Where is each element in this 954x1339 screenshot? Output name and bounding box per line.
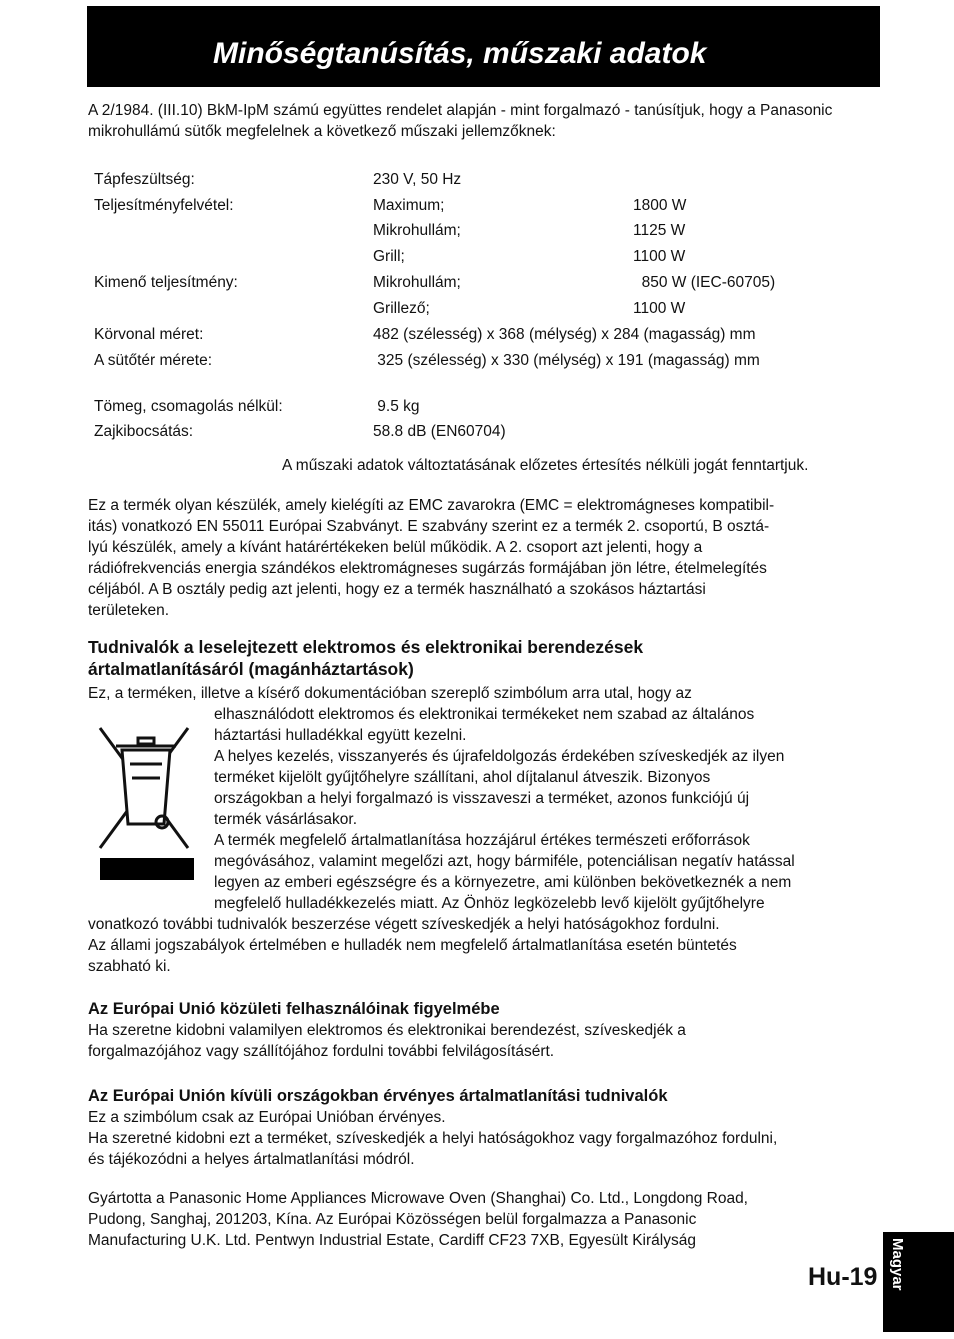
weee-heading xyxy=(88,636,878,680)
weee-heading-line: Tudnivalók a leselejtezett elektromos és elektronikai berendezések xyxy=(88,637,644,657)
outside-eu-paragraph xyxy=(88,1107,878,1170)
title-bar xyxy=(87,6,880,87)
spec-label: Tápfeszültség: xyxy=(94,171,195,188)
weee-tail-line: Az állami jogszabályok értelmében e hulladék nem megfelelő ártalmatlanítása esetén büntetés xyxy=(88,937,737,954)
eu-line: Ha szeretne kidobni valamilyen elektromos és elektronikai berendezést, szíveskedjék a xyxy=(88,1022,686,1039)
weee-body-line: termék vásárlásakor. xyxy=(214,811,357,828)
page-number: Hu-19 xyxy=(808,1263,878,1291)
emc-line: Ez a termék olyan készülék, amely kielégíti az EMC zavarokra (EMC = elektromágneses kompatibil- xyxy=(88,497,775,514)
spec-item: 230 V, 50 Hz xyxy=(373,171,462,188)
emc-line: rádiófrekvenciás energia szándékos elektromágneses sugárzás formájában jön létre, ételmelegítés xyxy=(88,560,767,577)
language-tab xyxy=(883,1232,954,1332)
spec-value: 1800 W xyxy=(633,197,687,214)
outside-eu-line: Ez a szimbólum csak az Európai Unióban érvényes. xyxy=(88,1109,446,1126)
weee-heading-line: ártalmatlanításáról (magánháztartások) xyxy=(88,659,414,679)
manufacturer-line: Manufacturing U.K. Ltd. Pentwyn Industrial Estate, Cardiff CF23 7XB, Egyesült Királyság xyxy=(88,1232,696,1249)
spec-value: 1100 W xyxy=(633,248,686,265)
spec-label: Körvonal méret: xyxy=(94,326,204,343)
outside-eu-line: és tájékozódni a helyes ártalmatlanítási módról. xyxy=(88,1151,415,1168)
weee-body-line: terméket kijelölt gyűjtőhelyre szállítani, ahol díjtalanul átveszik. Bizonyos xyxy=(214,769,711,786)
crossed-out-wheelie-bin-icon xyxy=(92,720,198,890)
weee-lead: Ez, a terméken, illetve a kísérő dokumentációban szereplő szimbólum arra utal, hogy az xyxy=(88,685,692,702)
spec-item: Mikrohullám; xyxy=(373,222,461,239)
spec-item: 482 (szélesség) x 368 (mélység) x 284 (magasság) mm xyxy=(373,326,756,343)
spec-item: 9.5 kg xyxy=(373,398,420,415)
spec-value: 1100 W xyxy=(633,300,686,317)
emc-line: itás) vonatkozó EN 55011 Európai Szabványt. E szabvány szerint ez a termék 2. csoportú, B osztá- xyxy=(88,518,770,535)
spec-label: Kimenő teljesítmény: xyxy=(94,274,238,291)
weee-tail-line: vonatkozó további tudnivalók beszerzése végett szíveskedjék a helyi hatóságokhoz fordulni. xyxy=(88,916,720,933)
manufacturer-paragraph xyxy=(88,1188,878,1251)
weee-body-line: A termék megfelelő ártalmatlanítása hozzájárul értékes természeti erőforrások xyxy=(214,832,750,849)
weee-body-line: elhasználódott elektromos és elektronikai termékeket nem szabad az általános xyxy=(214,706,755,723)
spec-item: Grill; xyxy=(373,248,405,265)
outside-eu-line: Ha szeretné kidobni ezt a terméket, szíveskedjék a helyi hatóságokhoz vagy forgalmazóhoz fordulni, xyxy=(88,1130,778,1147)
spec-value: 1125 W xyxy=(633,222,686,239)
eu-line: forgalmazójához vagy szállítójához fordulni további felvilágosításért. xyxy=(88,1043,555,1060)
emc-line: területeken. xyxy=(88,602,169,619)
weee-body xyxy=(214,704,882,914)
spec-item: Mikrohullám; xyxy=(373,274,461,291)
spec-label: A sütőtér mérete: xyxy=(94,352,213,369)
manufacturer-line: Pudong, Sanghaj, 201203, Kína. Az Európai Közösségen belül forgalmazza a Panasonic xyxy=(88,1211,697,1228)
eu-heading: Az Európai Unió közületi felhasználóinak figyelmébe xyxy=(88,1000,500,1018)
emc-line: lyú készülék, amely a kívánt határértékeken belül működik. A 2. csoport azt jelenti, hogy a xyxy=(88,539,703,556)
eu-paragraph xyxy=(88,1020,878,1062)
emc-line: céljából. A B osztály pedig azt jelenti, hogy ez a termék használható a szokásos háztartási xyxy=(88,581,706,598)
weee-tail-line: szabható ki. xyxy=(88,958,171,975)
spec-value: 850 W (IEC-60705) xyxy=(633,274,776,291)
spec-label: Zajkibocsátás: xyxy=(94,423,194,440)
weee-body-line: megfelelő hulladékkezelés miatt. Az Önhöz legközelebb levő kijelölt gyűjtőhelyre xyxy=(214,895,765,912)
emc-paragraph xyxy=(88,495,878,621)
spec-item: Maximum; xyxy=(373,197,445,214)
manufacturer-line: Gyártotta a Panasonic Home Appliances Microwave Oven (Shanghai) Co. Ltd., Longdong Road, xyxy=(88,1190,748,1207)
weee-body-line: háztartási hulladékkal együtt kezelni. xyxy=(214,727,467,744)
spec-note: A műszaki adatok változtatásának előzetes értesítés nélküli jogát fenntartjuk. xyxy=(282,457,809,474)
spec-label: Tömeg, csomagolás nélkül: xyxy=(94,398,283,415)
weee-body-line: országokban a helyi forgalmazó is visszaveszi a terméket, azonos funkciójú új xyxy=(214,790,750,807)
weee-body-line: A helyes kezelés, visszanyerés és újrafeldolgozás érdekében szíveskedjék az ilyen xyxy=(214,748,785,765)
outside-eu-heading: Az Európai Unión kívüli országokban érvényes ártalmatlanítási tudnivalók xyxy=(88,1087,668,1105)
spec-item: 325 (szélesség) x 330 (mélység) x 191 (magasság) mm xyxy=(373,352,760,369)
spec-label: Teljesítményfelvétel: xyxy=(94,197,234,214)
language-tab-label: Magyar xyxy=(889,1238,906,1291)
weee-body-line: legyen az emberi egészségre és a környezetre, ami különben bekövetkeznék a nem xyxy=(214,874,792,891)
spec-item: Grillező; xyxy=(373,300,430,317)
spec-item: 58.8 dB (EN60704) xyxy=(373,423,506,440)
weee-tail xyxy=(88,914,878,977)
intro-paragraph: A 2/1984. (III.10) BkM-IpM számú együttes rendelet alapján - mint forgalmazó - tanúsítjuk, hogy a Panasonic mikrohullámú sütők megfelelnek a következő műszaki jellemzőknek: xyxy=(88,102,833,140)
weee-body-line: megóvásához, valamint megelőzi azt, hogy bármiféle, potenciálisan negatív hatással xyxy=(214,853,795,870)
page-title: Minőségtanúsítás, műszaki adatok xyxy=(213,37,707,70)
